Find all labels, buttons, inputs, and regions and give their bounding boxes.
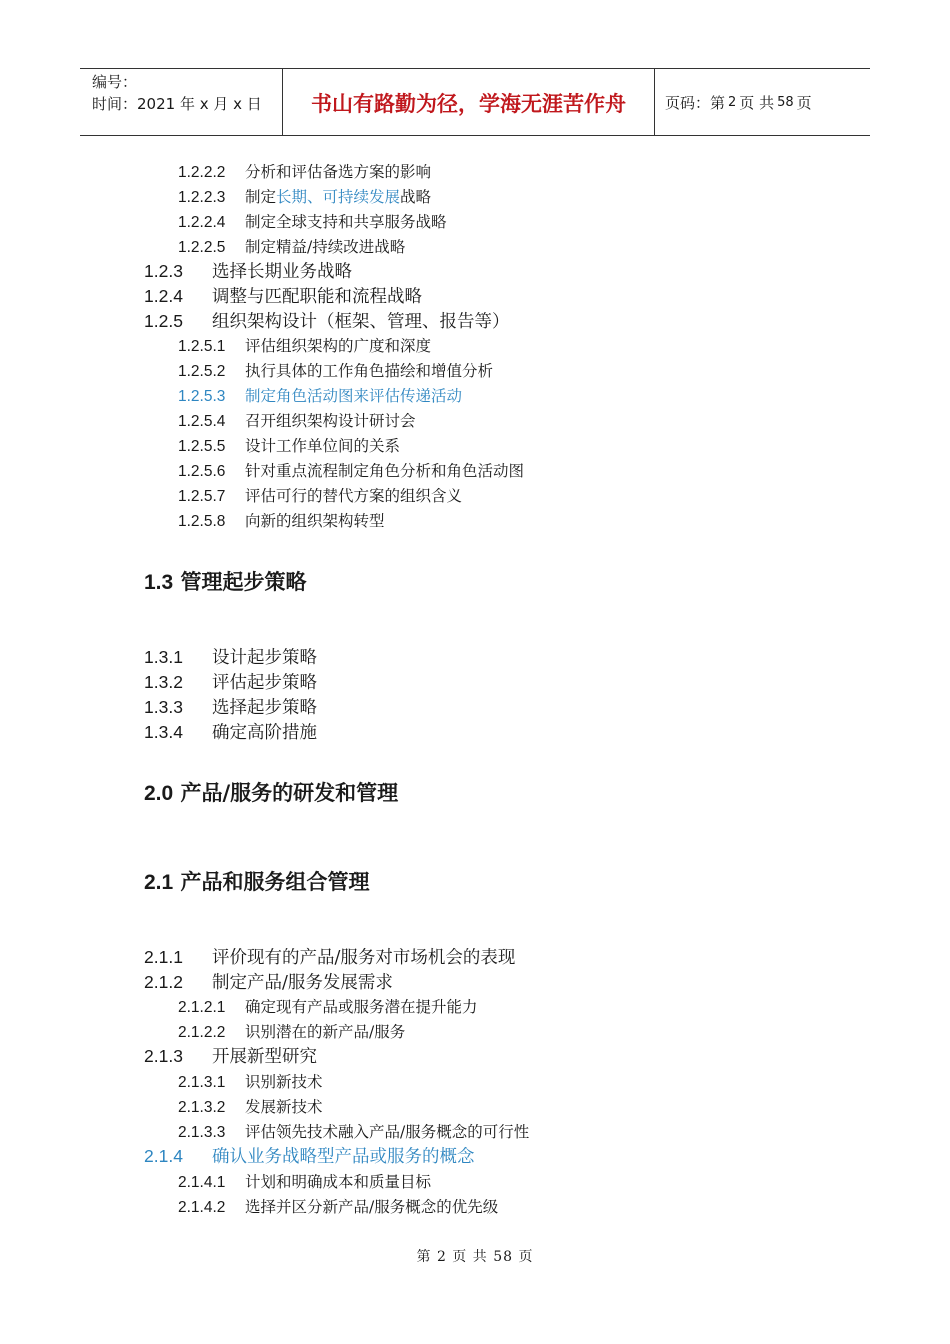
outline-item <box>178 434 400 456</box>
page-mid: 页 共 <box>739 93 775 112</box>
header-meta <box>80 69 282 135</box>
outline-link[interactable]: 长期、可持续发展 <box>276 188 401 206</box>
outline-item <box>178 409 416 431</box>
outline-text: 确定现有产品或服务潜在提升能力 <box>245 998 478 1016</box>
outline-text: 开展新型研究 <box>212 1047 317 1067</box>
page-suffix: 页 <box>796 93 812 112</box>
page-header <box>80 68 870 136</box>
outline-text: 组织架构设计（框架、管理、报告等） <box>212 312 510 332</box>
outline-text: 制定精益/持续改进战略 <box>245 238 406 256</box>
outline-text: 召开组织架构设计研讨会 <box>245 412 416 430</box>
outline-item <box>178 160 431 182</box>
outline-number: 1.2.5.3 <box>178 388 226 405</box>
outline-text: 设计工作单位间的关系 <box>245 437 401 455</box>
outline-number: 1.3.2 <box>144 672 183 692</box>
outline-number: 1.2.3 <box>144 261 183 281</box>
outline-item <box>144 283 422 308</box>
serial-label: 编号： <box>92 73 138 91</box>
outline-text: 选择并区分新产品/服务概念的优先级 <box>245 1198 499 1216</box>
outline-text: 制定角色活动图来评估传递活动 <box>245 387 463 405</box>
outline-number: 1.2.4 <box>144 286 183 306</box>
outline-item <box>144 258 352 283</box>
outline-text: 评估组织架构的广度和深度 <box>245 337 432 355</box>
outline-number: 2.1.3.3 <box>178 1124 226 1141</box>
outline-number: 1.3.3 <box>144 697 183 717</box>
heading-number: 2.0 <box>144 782 174 805</box>
page-footer: 第 2 页 共 58 页 <box>416 1249 534 1265</box>
outline-item <box>178 1020 405 1042</box>
outline-text: 调整与匹配职能和流程战略 <box>212 287 422 307</box>
outline-text: 战略 <box>400 188 432 206</box>
outline-item <box>144 1043 317 1068</box>
outline-number: 1.2.5.2 <box>178 363 226 380</box>
outline-item <box>178 235 405 257</box>
section-heading <box>144 566 307 596</box>
section-heading <box>144 866 370 896</box>
outline-number: 2.1.3.1 <box>178 1074 226 1091</box>
outline-number: 1.2.2.4 <box>178 214 226 231</box>
outline-number: 1.2.5.6 <box>178 463 226 480</box>
outline-number: 2.1.2 <box>144 972 183 992</box>
outline-item <box>144 694 317 719</box>
outline-number: 2.1.4.1 <box>178 1174 226 1191</box>
outline-number: 1.2.5 <box>144 311 183 331</box>
outline-text: 制定产品/服务发展需求 <box>212 973 393 993</box>
outline-number: 1.2.5.7 <box>178 488 226 505</box>
outline-item <box>178 1070 323 1092</box>
outline-text: 评价现有的产品/服务对市场机会的表现 <box>212 948 516 968</box>
outline-number: 2.1.3 <box>144 1046 183 1066</box>
outline-number: 1.3.1 <box>144 647 183 667</box>
heading-text: 产品和服务组合管理 <box>180 870 370 894</box>
outline-number: 1.2.2.3 <box>178 189 226 206</box>
outline-text: 分析和评估备选方案的影响 <box>245 163 432 181</box>
outline-text: 确定高阶措施 <box>212 723 317 743</box>
outline-number: 1.2.2.5 <box>178 239 226 256</box>
outline-number: 1.2.2.2 <box>178 164 226 181</box>
page-current: 2 <box>728 94 737 110</box>
outline-number: 2.1.4 <box>144 1146 183 1166</box>
outline-text: 选择长期业务战略 <box>212 262 352 282</box>
outline-item <box>178 334 431 356</box>
heading-text: 产品/服务的研发和管理 <box>180 781 399 805</box>
outline-number: 1.2.5.5 <box>178 438 226 455</box>
outline-text: 评估可行的替代方案的组织含义 <box>245 487 463 505</box>
outline-number: 1.2.5.1 <box>178 338 226 355</box>
header-page-info <box>655 69 870 135</box>
outline-item <box>178 484 462 506</box>
outline-item <box>144 644 317 669</box>
outline-text: 制定 <box>245 188 277 206</box>
outline-text: 识别新技术 <box>245 1073 323 1091</box>
outline-item <box>178 210 447 232</box>
outline-text: 发展新技术 <box>245 1098 323 1116</box>
outline-text: 制定全球支持和共享服务战略 <box>245 213 447 231</box>
outline-item <box>178 1195 498 1217</box>
header-motto: 书山有路勤为径，学海无涯苦作舟 <box>282 69 655 135</box>
heading-number: 1.3 <box>144 571 174 594</box>
heading-number: 2.1 <box>144 871 174 894</box>
outline-text: 选择起步策略 <box>212 698 317 718</box>
outline-item <box>178 509 385 531</box>
outline-number: 2.1.4.2 <box>178 1199 226 1216</box>
outline-number: 1.3.4 <box>144 722 183 742</box>
outline-item <box>144 969 393 994</box>
outline-text: 针对重点流程制定角色分析和角色活动图 <box>245 462 525 480</box>
outline-item-link[interactable] <box>178 384 462 406</box>
outline-number: 1.2.5.4 <box>178 413 226 430</box>
outline-number: 2.1.2.2 <box>178 1024 226 1041</box>
outline-item <box>144 669 317 694</box>
outline-item <box>178 459 524 481</box>
outline-item <box>144 719 317 744</box>
page-prefix: 页码：第 <box>665 93 726 112</box>
outline-item <box>178 1170 431 1192</box>
outline-item <box>178 185 431 207</box>
outline-item <box>144 308 510 333</box>
outline-number: 2.1.1 <box>144 947 183 967</box>
outline-text: 设计起步策略 <box>212 648 317 668</box>
outline-text: 确认业务战略型产品或服务的概念 <box>212 1147 475 1167</box>
outline-text: 识别潜在的新产品/服务 <box>245 1023 406 1041</box>
outline-item <box>178 359 493 381</box>
outline-number: 2.1.2.1 <box>178 999 226 1016</box>
outline-text: 执行具体的工作角色描绘和增值分析 <box>245 362 494 380</box>
date-label: 时间：2021 年 x 月 x 日 <box>92 95 262 113</box>
section-heading <box>144 777 398 807</box>
outline-item <box>178 1120 529 1142</box>
outline-item-link[interactable] <box>144 1143 475 1168</box>
page-total: 58 <box>777 94 794 110</box>
outline-text: 向新的组织架构转型 <box>245 512 385 530</box>
heading-text: 管理起步策略 <box>180 570 307 594</box>
outline-number: 2.1.3.2 <box>178 1099 226 1116</box>
outline-text: 计划和明确成本和质量目标 <box>245 1173 432 1191</box>
outline-item <box>144 944 515 969</box>
outline-text: 评估起步策略 <box>212 673 317 693</box>
outline-item <box>178 1095 323 1117</box>
outline-text: 评估领先技术融入产品/服务概念的可行性 <box>245 1123 530 1141</box>
outline-item <box>178 995 478 1017</box>
outline-number: 1.2.5.8 <box>178 513 226 530</box>
